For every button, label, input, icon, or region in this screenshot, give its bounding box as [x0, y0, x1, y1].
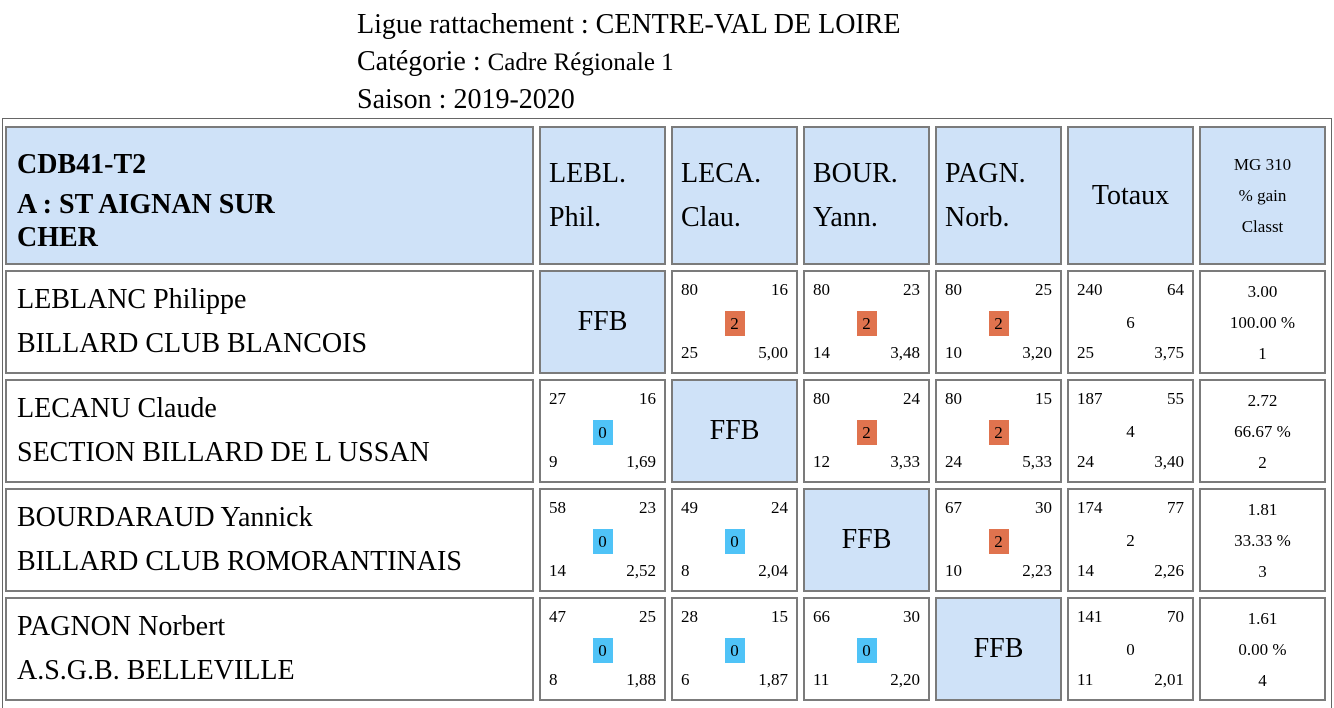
match-points-scored: 27 — [549, 389, 566, 408]
loss-badge: 0 — [725, 529, 745, 554]
match-best-series: 8 — [681, 561, 690, 580]
ligue-line: Ligue rattachement : CENTRE-VAL DE LOIRE — [357, 9, 901, 40]
player-name: LEBLANC Philippe — [17, 284, 247, 315]
total-best-series: 24 — [1077, 452, 1094, 471]
win-badge: 2 — [857, 311, 877, 336]
totals-cell — [1067, 270, 1194, 374]
match-innings: 23 — [639, 498, 656, 517]
win-badge: 2 — [989, 420, 1009, 445]
column-header-2-line1: LECA. — [681, 157, 762, 189]
match-result-cell — [803, 379, 930, 483]
match-average: 5,00 — [758, 343, 788, 362]
ffb-cell: FFB — [671, 379, 798, 483]
team-line2: CHER — [17, 221, 98, 253]
win-badge: 2 — [857, 420, 877, 445]
match-best-series: 6 — [681, 670, 690, 689]
win-percentage: 33.33 % — [1234, 530, 1291, 550]
match-innings: 30 — [903, 607, 920, 626]
total-innings: 77 — [1167, 498, 1184, 517]
match-points-scored: 66 — [813, 607, 830, 626]
match-average: 3,48 — [890, 343, 920, 362]
total-points-scored: 141 — [1077, 607, 1103, 626]
saison-line: Saison : 2019-2020 — [357, 84, 575, 115]
match-points-scored: 80 — [945, 280, 962, 299]
header-row — [5, 126, 1326, 265]
match-result-cell — [935, 270, 1062, 374]
match-average: 1,69 — [626, 452, 656, 471]
match-points — [541, 420, 664, 445]
column-header-2-line2: Clau. — [681, 201, 741, 233]
totals-cell — [1067, 488, 1194, 592]
match-points — [805, 638, 928, 663]
match-result-cell — [803, 270, 930, 374]
win-badge: 2 — [989, 529, 1009, 554]
match-innings: 25 — [639, 607, 656, 626]
mg-header-line3: Classt — [1241, 217, 1284, 236]
match-result-cell — [935, 488, 1062, 592]
total-average: 3,40 — [1154, 452, 1184, 471]
match-innings: 15 — [771, 607, 788, 626]
mg-header-line1: MG 310 — [1233, 155, 1292, 174]
match-innings: 30 — [1035, 498, 1052, 517]
ffb-cell: FFB — [803, 488, 930, 592]
loss-badge: 0 — [593, 420, 613, 445]
total-points-scored: 187 — [1077, 389, 1103, 408]
match-points-scored: 58 — [549, 498, 566, 517]
player-cell — [5, 488, 534, 592]
match-points-scored: 80 — [813, 389, 830, 408]
player-cell — [5, 270, 534, 374]
total-average: 2,26 — [1154, 561, 1184, 580]
match-points-scored: 47 — [549, 607, 566, 626]
match-innings: 25 — [1035, 280, 1052, 299]
match-result-cell — [935, 379, 1062, 483]
match-innings: 16 — [639, 389, 656, 408]
match-points — [805, 420, 928, 445]
player-row — [5, 488, 1326, 592]
player-cell — [5, 379, 534, 483]
categorie-label: Catégorie : — [357, 46, 488, 77]
player-name: LECANU Claude — [17, 393, 217, 424]
total-average: 2,01 — [1154, 670, 1184, 689]
totals-cell — [1067, 597, 1194, 701]
player-cell — [5, 597, 534, 701]
ranking: 3 — [1258, 561, 1267, 581]
win-badge: 2 — [725, 311, 745, 336]
totals-header: Totaux — [1067, 126, 1194, 265]
match-best-series: 10 — [945, 561, 962, 580]
total-best-series: 11 — [1077, 670, 1094, 689]
total-match-points: 4 — [1126, 422, 1135, 441]
total-best-series: 14 — [1077, 561, 1094, 580]
match-result-cell — [539, 488, 666, 592]
ranking: 4 — [1258, 670, 1267, 690]
mg-cell — [1199, 488, 1326, 592]
match-points-scored: 28 — [681, 607, 698, 626]
totals-cell — [1067, 379, 1194, 483]
match-best-series: 9 — [549, 452, 558, 471]
player-row — [5, 379, 1326, 483]
column-header-4-line2: Norb. — [945, 201, 1010, 233]
team-code: CDB41-T2 — [17, 148, 147, 180]
match-points — [937, 529, 1060, 554]
loss-badge: 0 — [857, 638, 877, 663]
match-average: 2,23 — [1022, 561, 1052, 580]
total-match-points: 6 — [1126, 313, 1135, 332]
match-points-scored: 67 — [945, 498, 962, 517]
match-average: 1,88 — [626, 670, 656, 689]
general-average: 1.61 — [1247, 608, 1278, 628]
column-header-3 — [803, 126, 930, 265]
results-table — [0, 121, 1331, 706]
match-result-cell — [671, 488, 798, 592]
match-average: 2,04 — [758, 561, 788, 580]
total-innings: 64 — [1167, 280, 1184, 299]
match-best-series: 14 — [813, 343, 830, 362]
column-header-4 — [935, 126, 1062, 265]
match-innings: 15 — [1035, 389, 1052, 408]
ranking: 1 — [1258, 343, 1267, 363]
column-header-1-line1: LEBL. — [549, 157, 626, 189]
player-name: PAGNON Norbert — [17, 611, 226, 642]
match-innings: 23 — [903, 280, 920, 299]
player-club: A.S.G.B. BELLEVILLE — [17, 655, 295, 686]
loss-badge: 0 — [593, 638, 613, 663]
column-header-3-line2: Yann. — [813, 201, 878, 233]
match-innings: 24 — [903, 389, 920, 408]
player-name: BOURDARAUD Yannick — [17, 502, 313, 533]
total-match-points: 2 — [1126, 531, 1135, 550]
match-best-series: 10 — [945, 343, 962, 362]
match-points — [805, 311, 928, 336]
match-points-scored: 80 — [813, 280, 830, 299]
win-percentage: 100.00 % — [1229, 312, 1296, 332]
general-average: 3.00 — [1247, 281, 1278, 301]
match-result-cell — [539, 597, 666, 701]
team-line1: A : ST AIGNAN SUR — [17, 188, 275, 220]
ranking: 2 — [1258, 452, 1267, 472]
match-points — [937, 420, 1060, 445]
loss-badge: 0 — [725, 638, 745, 663]
total-innings: 70 — [1167, 607, 1184, 626]
win-percentage: 66.67 % — [1234, 421, 1291, 441]
mg-cell — [1199, 379, 1326, 483]
match-points-scored: 80 — [681, 280, 698, 299]
match-average: 1,87 — [758, 670, 788, 689]
match-average: 2,52 — [626, 561, 656, 580]
match-points-scored: 80 — [945, 389, 962, 408]
column-header-1-line2: Phil. — [549, 201, 602, 233]
general-average: 1.81 — [1247, 499, 1278, 519]
categorie-line — [357, 43, 901, 81]
total-average: 3,75 — [1154, 343, 1184, 362]
mg-cell — [1199, 270, 1326, 374]
match-result-cell — [539, 379, 666, 483]
match-points — [541, 529, 664, 554]
general-average: 2.72 — [1247, 390, 1278, 410]
player-club: BILLARD CLUB BLANCOIS — [17, 328, 368, 359]
match-best-series: 8 — [549, 670, 558, 689]
match-best-series: 25 — [681, 343, 698, 362]
match-best-series: 14 — [549, 561, 566, 580]
column-header-2 — [671, 126, 798, 265]
mg-header — [1199, 126, 1326, 265]
match-points — [937, 311, 1060, 336]
match-points — [673, 529, 796, 554]
ffb-cell: FFB — [539, 270, 666, 374]
match-result-cell — [671, 597, 798, 701]
column-header-4-line1: PAGN. — [945, 157, 1026, 189]
page-header — [357, 6, 901, 118]
ffb-cell: FFB — [935, 597, 1062, 701]
match-average: 2,20 — [890, 670, 920, 689]
match-points — [541, 638, 664, 663]
mg-cell — [1199, 597, 1326, 701]
categorie-value: Cadre Régionale 1 — [487, 49, 674, 76]
match-best-series: 12 — [813, 452, 830, 471]
win-percentage: 0.00 % — [1238, 639, 1287, 659]
player-row — [5, 270, 1326, 374]
mg-header-line2: % gain — [1238, 186, 1287, 205]
total-points-scored: 240 — [1077, 280, 1103, 299]
player-club: SECTION BILLARD DE L USSAN — [17, 437, 430, 468]
win-badge: 2 — [989, 311, 1009, 336]
player-row — [5, 597, 1326, 701]
loss-badge: 0 — [593, 529, 613, 554]
total-innings: 55 — [1167, 389, 1184, 408]
match-best-series: 11 — [813, 670, 830, 689]
match-average: 5,33 — [1022, 452, 1052, 471]
total-points-scored: 174 — [1077, 498, 1103, 517]
match-best-series: 24 — [945, 452, 962, 471]
column-header-3-line1: BOUR. — [813, 157, 898, 189]
match-points — [673, 311, 796, 336]
column-header-1 — [539, 126, 666, 265]
total-match-points: 0 — [1126, 640, 1135, 659]
match-innings: 24 — [771, 498, 788, 517]
player-club: BILLARD CLUB ROMORANTINAIS — [17, 546, 462, 577]
match-points — [673, 638, 796, 663]
total-best-series: 25 — [1077, 343, 1094, 362]
match-innings: 16 — [771, 280, 788, 299]
match-result-cell — [671, 270, 798, 374]
team-header — [5, 126, 534, 265]
match-result-cell — [803, 597, 930, 701]
match-average: 3,20 — [1022, 343, 1052, 362]
match-points-scored: 49 — [681, 498, 698, 517]
match-average: 3,33 — [890, 452, 920, 471]
